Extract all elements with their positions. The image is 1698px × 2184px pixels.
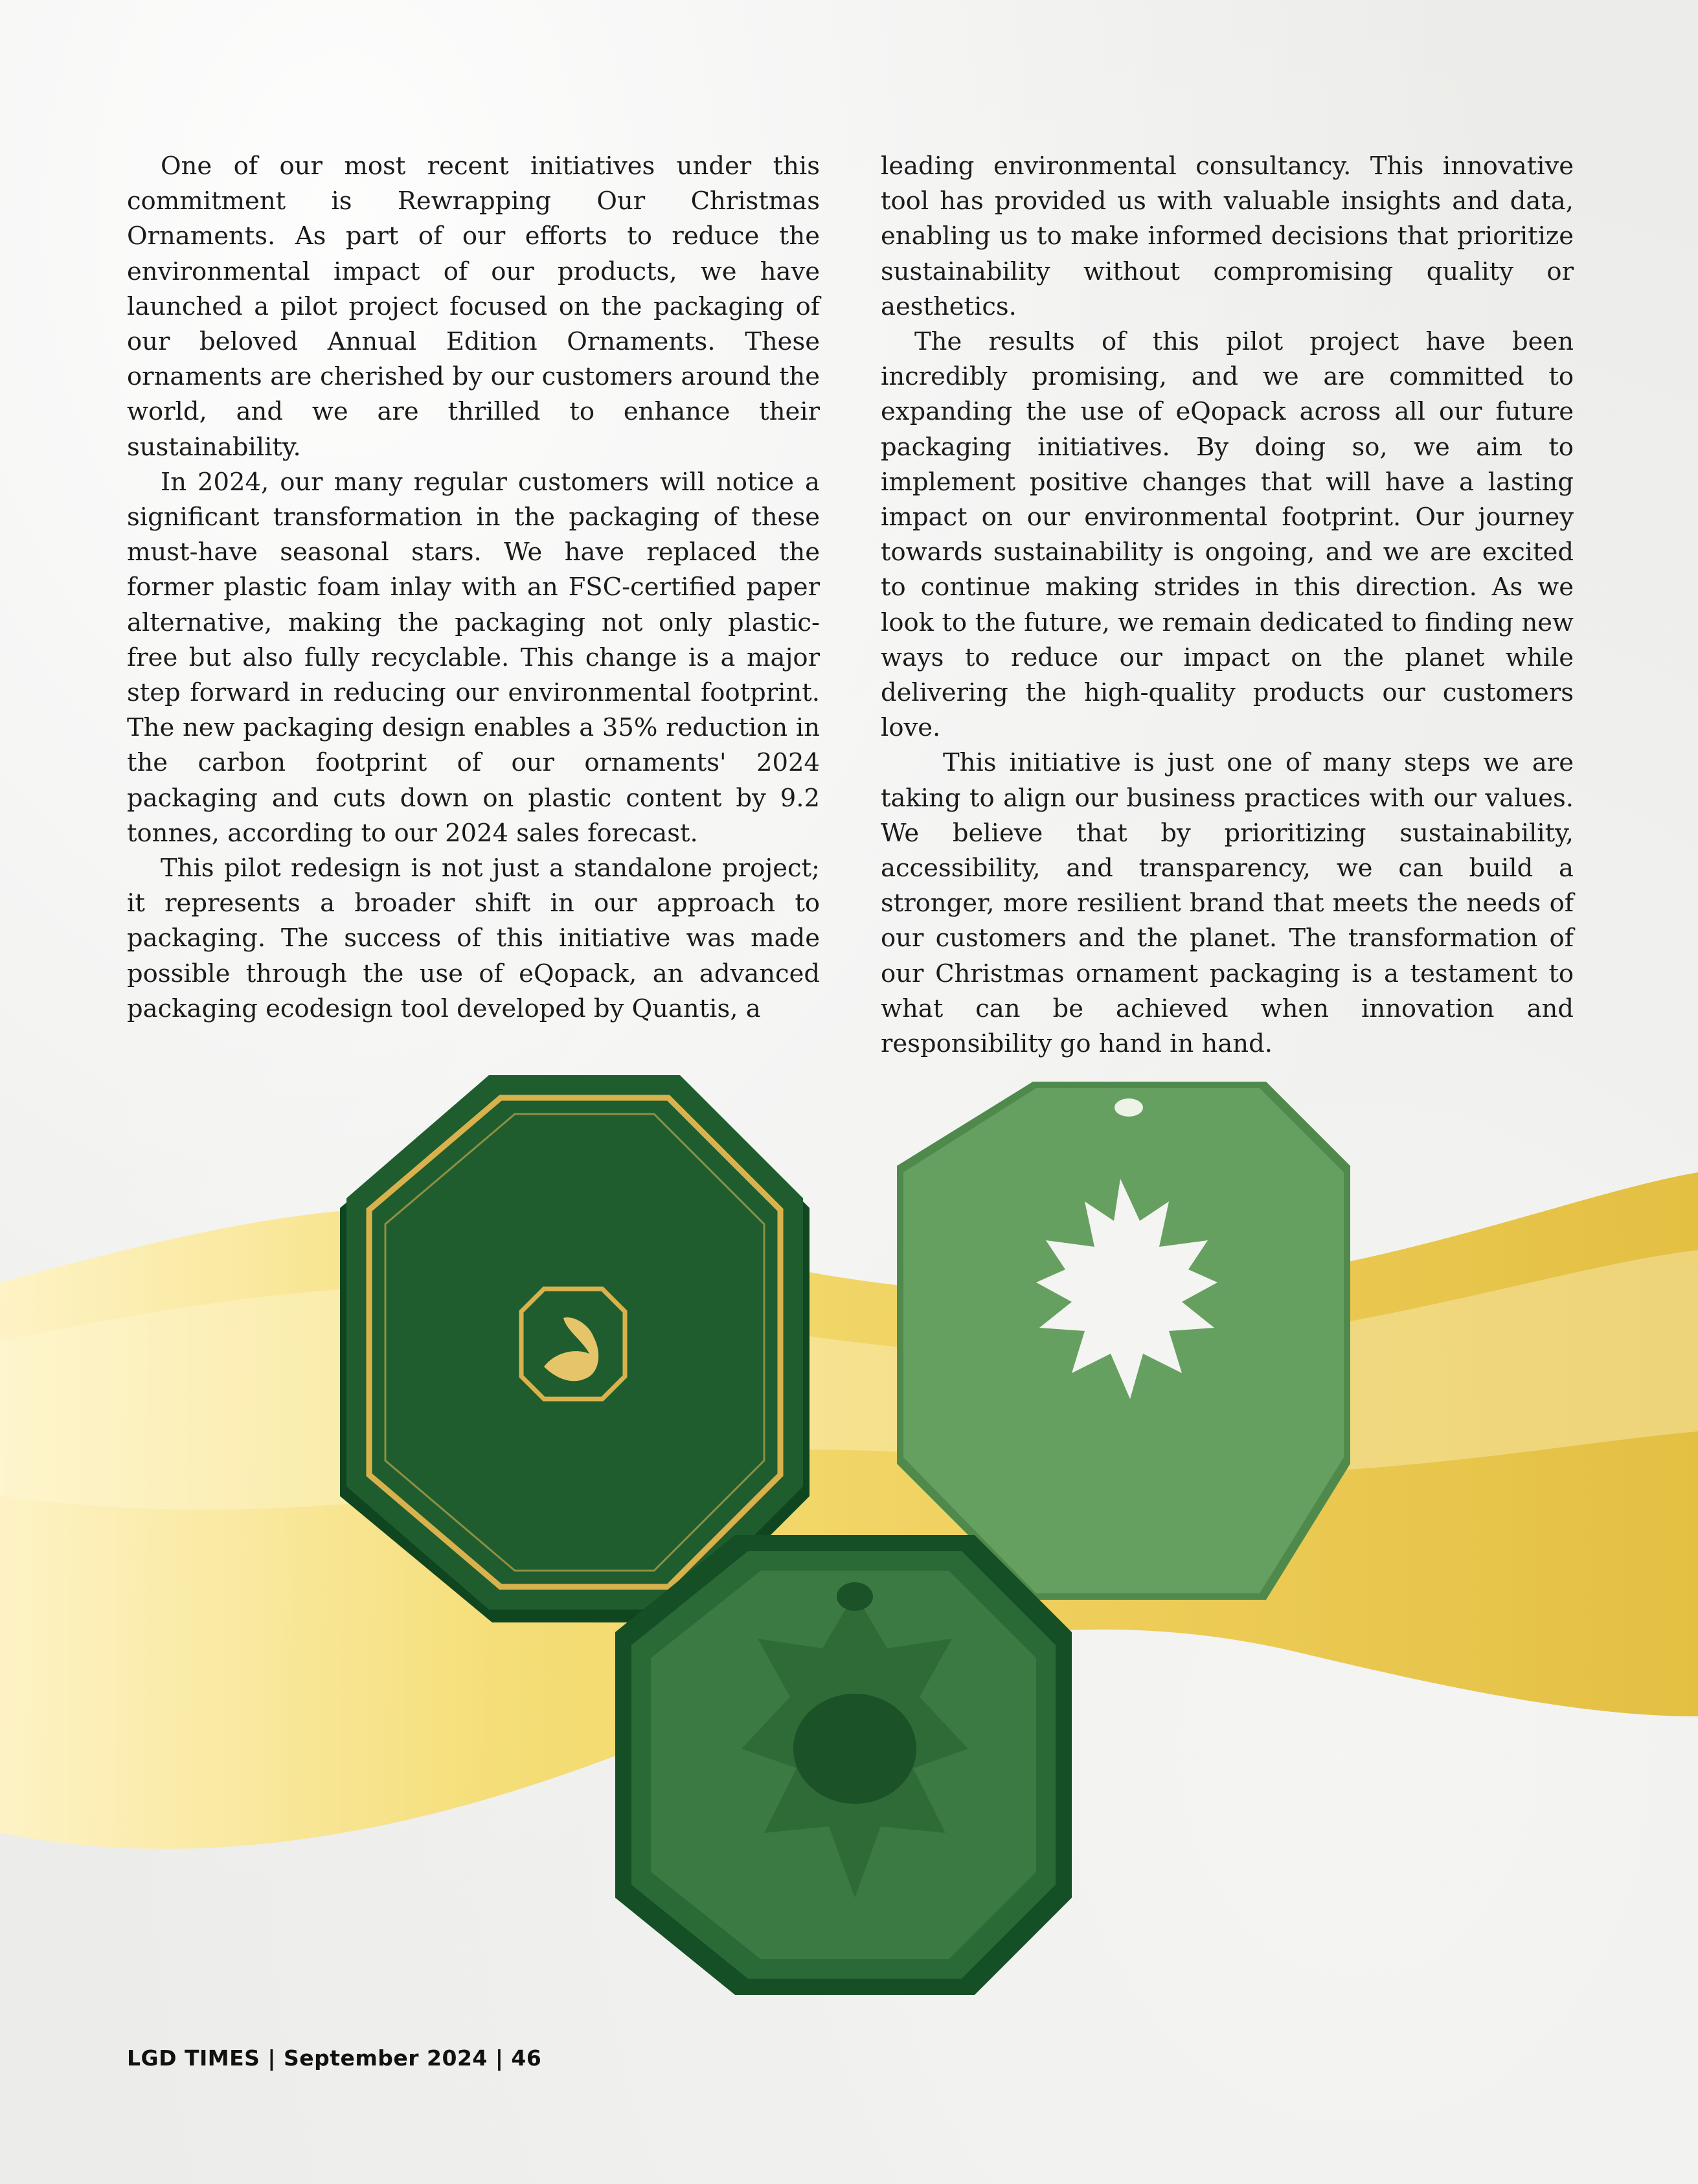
packaging-photo (0, 1069, 1698, 2105)
article-left-column (127, 149, 820, 1027)
paragraph: This pilot redesign is not just a standalone project; it represents a broader shift in our approach to packaging. The success of this initiative was made possible through the use of eQopack, an advanced packaging ecodesign tool developed by Quantis, a (127, 854, 820, 1023)
paragraph: One of our most recent initiatives under this commitment is Rewrapping Our Christmas Ornaments. As part of our efforts to reduce the environmental impact of our products, we have launched a pilot project focused on the packaging of our beloved Annual Edition Ornaments. These ornaments are cherished by our customers around the world, and we are thrilled to enhance their sustainability. (127, 152, 820, 462)
open-lid (897, 1082, 1350, 1600)
paragraph: In 2024, our many regular customers will notice a significant transformation in the packaging of these must-have seasonal stars. We have replaced the former plastic foam inlay with an FSC-certified paper alternative, making the packaging not only plastic-free but also fully recyclable. This change is a major step forward in reducing our environmental footprint. The new packaging design enables a 35% reduction in the carbon footprint of our ornaments' 2024 packaging and cuts down on plastic content by 9.2 tonnes, according to our 2024 sales forecast. (127, 467, 820, 848)
paragraph: This initiative is just one of many steps we are taking to align our business practices with our values. We believe that by prioritizing sustainability, accessibility, and transparency, we can build a stronger, more resilient brand that meets the needs of our customers and the planet. The transformation of our Christmas ornament packaging is a testament to what can be achieved when innovation and responsibility go hand in hand. (881, 748, 1574, 1059)
article-right-column (881, 149, 1574, 1062)
page-footer: LGD TIMES | September 2024 | 46 (127, 2045, 542, 2071)
open-tray (615, 1535, 1072, 1995)
paragraph: leading environmental consultancy. This innovative tool has provided us with valuable insights and data, enabling us to make informed decisions that prioritize sustainability without compromising quality or aesthetics. (881, 152, 1574, 321)
paragraph: The results of this pilot project have been incredibly promising, and we are committed to expanding the use of eQopack across all our future packaging initiatives. By doing so, we aim to implement positive changes that will have a lasting impact on our environmental footprint. Our journey towards sustainability is ongoing, and we are excited to continue making strides in this direction. As we look to the future, we remain dedicated to finding new ways to reduce our impact on the planet while delivering the high-quality products our customers love. (881, 327, 1574, 743)
